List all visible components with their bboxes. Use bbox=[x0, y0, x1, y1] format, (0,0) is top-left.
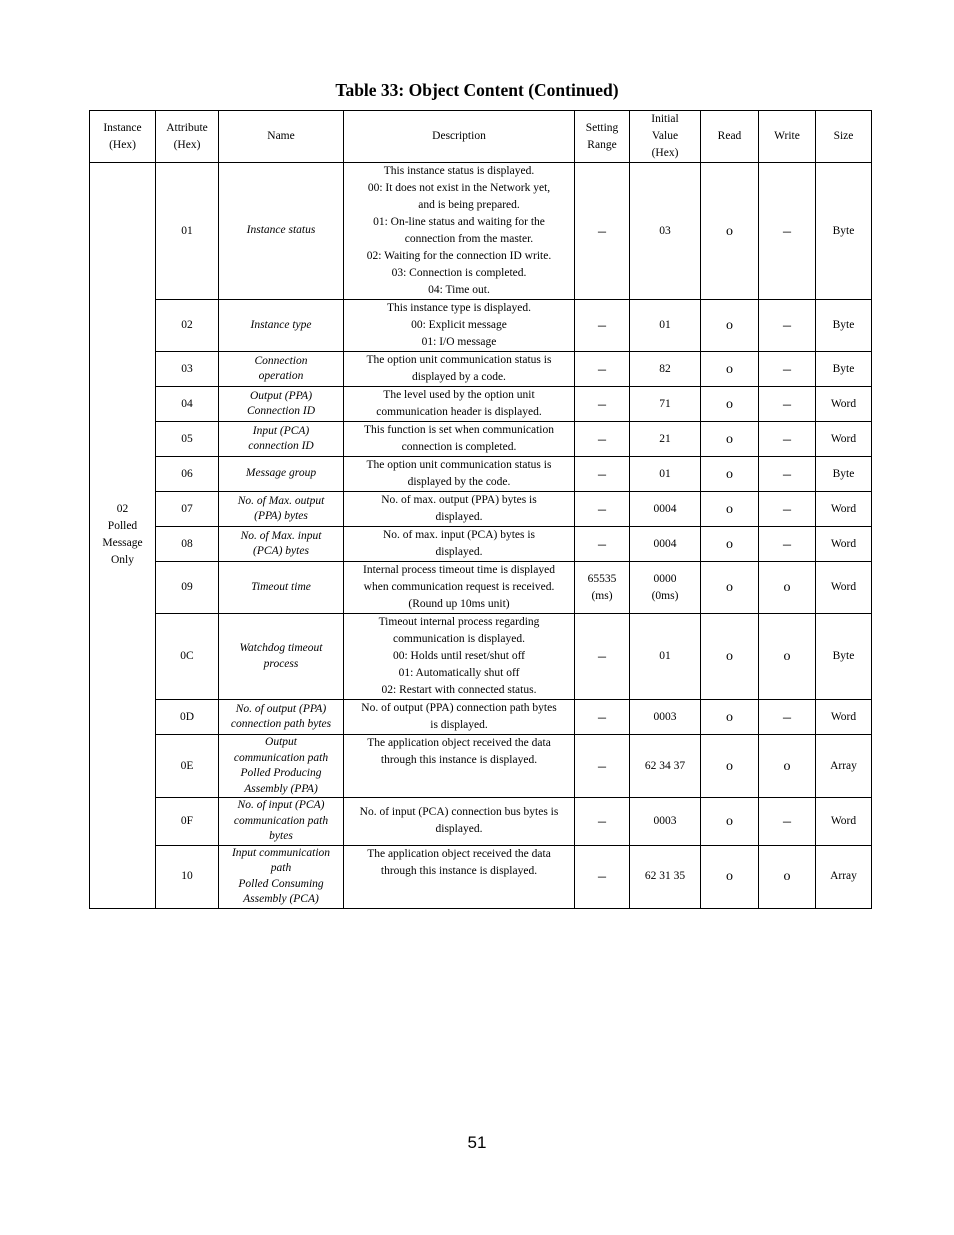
size-cell: Array bbox=[816, 845, 872, 908]
read-cell: o bbox=[701, 352, 759, 387]
description-line: displayed. bbox=[435, 511, 483, 523]
description-cell bbox=[344, 614, 575, 700]
name-line: 82 bbox=[659, 362, 671, 375]
name-line: path bbox=[270, 862, 292, 874]
size-cell: Byte bbox=[816, 300, 872, 352]
read-cell: o bbox=[701, 492, 759, 527]
description-cell bbox=[344, 735, 575, 798]
name-line: No. of input (PCA) bbox=[237, 799, 325, 811]
description-line: when communication request is received. bbox=[363, 581, 555, 593]
header-read: Read bbox=[701, 111, 759, 163]
write-cell: o bbox=[759, 562, 816, 614]
name-line: 62 34 37 bbox=[644, 759, 686, 772]
setting-range-cell bbox=[575, 700, 630, 735]
description-line: 00: Explicit message bbox=[411, 319, 507, 331]
description-line: No. of max. output (PPA) bytes is bbox=[381, 494, 537, 506]
setting-range-cell bbox=[575, 614, 630, 700]
table-row bbox=[90, 387, 872, 422]
name-cell bbox=[219, 614, 344, 700]
name-line: operation bbox=[258, 370, 304, 382]
name-line: Watchdog timeout bbox=[239, 642, 323, 654]
table-row bbox=[90, 798, 872, 846]
write-cell: – bbox=[759, 798, 816, 846]
header-attribute: Attribute (Hex) bbox=[156, 111, 219, 163]
description-cell bbox=[344, 300, 575, 352]
name-line: – bbox=[598, 812, 606, 830]
name-cell bbox=[219, 527, 344, 562]
name-line: 62 31 35 bbox=[644, 870, 686, 882]
description-cell bbox=[344, 352, 575, 387]
description-cell bbox=[344, 527, 575, 562]
description-cell bbox=[344, 163, 575, 300]
attribute-cell: 02 bbox=[156, 300, 219, 352]
name-cell bbox=[219, 300, 344, 352]
read-cell: o bbox=[701, 163, 759, 300]
size-cell: Word bbox=[816, 562, 872, 614]
initial-value-cell bbox=[630, 492, 701, 527]
description-line: No. of output (PPA) connection path bytes bbox=[361, 702, 557, 714]
attribute-cell: 0C bbox=[156, 614, 219, 700]
description-line: Internal process timeout time is displayed bbox=[363, 564, 555, 576]
write-cell: – bbox=[759, 527, 816, 562]
setting-range-cell bbox=[575, 798, 630, 846]
description-cell bbox=[344, 700, 575, 735]
name-line: 0003 bbox=[653, 710, 677, 723]
description-line: No. of max. input (PCA) bytes is bbox=[382, 529, 536, 541]
name-line: – bbox=[598, 430, 606, 448]
initial-value-cell bbox=[630, 735, 701, 798]
size-cell: Byte bbox=[816, 614, 872, 700]
header-write: Write bbox=[759, 111, 816, 163]
description-line: connection from the master. bbox=[404, 233, 534, 245]
name-line: Connection ID bbox=[246, 405, 316, 417]
attribute-cell: 10 bbox=[156, 845, 219, 908]
header-size: Size bbox=[816, 111, 872, 163]
size-cell: Word bbox=[816, 422, 872, 457]
table-row bbox=[90, 700, 872, 735]
description-line: 00: Holds until reset/shut off bbox=[392, 650, 526, 662]
read-cell: o bbox=[701, 845, 759, 908]
name-line: – bbox=[598, 500, 606, 518]
write-cell: o bbox=[759, 614, 816, 700]
table-row bbox=[90, 300, 872, 352]
initial-value-cell bbox=[630, 352, 701, 387]
size-cell: Word bbox=[816, 387, 872, 422]
write-cell: – bbox=[759, 352, 816, 387]
table-row bbox=[90, 352, 872, 387]
description-line: 02: Waiting for the connection ID write. bbox=[366, 250, 552, 262]
name-cell bbox=[219, 700, 344, 735]
attribute-cell: 07 bbox=[156, 492, 219, 527]
name-line: Polled bbox=[107, 520, 138, 533]
description-line: connection is completed. bbox=[401, 441, 517, 453]
description-line: 02: Restart with connected status. bbox=[381, 684, 537, 696]
attribute-cell: 03 bbox=[156, 352, 219, 387]
description-line: 03: Connection is completed. bbox=[391, 267, 527, 279]
name-line: 0000 bbox=[653, 572, 677, 585]
name-line: Only bbox=[111, 554, 134, 567]
table-row bbox=[90, 845, 872, 908]
setting-range-cell bbox=[575, 735, 630, 798]
name-line: Assembly (PPA) bbox=[244, 782, 318, 795]
name-line: (0ms) bbox=[651, 589, 679, 602]
name-line: 01 bbox=[659, 467, 671, 480]
name-line: 02 bbox=[116, 503, 129, 516]
description-cell bbox=[344, 845, 575, 908]
name-cell bbox=[219, 422, 344, 457]
name-line: Polled Producing bbox=[240, 767, 322, 779]
name-line: (ms) bbox=[591, 589, 613, 602]
name-line: Input (PCA) bbox=[252, 424, 310, 437]
table-row bbox=[90, 457, 872, 492]
name-line: Input communication bbox=[231, 846, 331, 859]
attribute-cell: 08 bbox=[156, 527, 219, 562]
attribute-cell: 0E bbox=[156, 735, 219, 798]
size-cell: Word bbox=[816, 700, 872, 735]
initial-value-cell bbox=[630, 527, 701, 562]
initial-value-cell bbox=[630, 300, 701, 352]
name-line: No. of Max. output bbox=[237, 494, 325, 507]
name-line: 65535 bbox=[587, 572, 617, 585]
name-line: Timeout time bbox=[251, 580, 311, 593]
description-line: displayed. bbox=[435, 823, 483, 836]
size-cell: Word bbox=[816, 798, 872, 846]
setting-range-cell bbox=[575, 352, 630, 387]
table-row bbox=[90, 562, 872, 614]
name-line: 21 bbox=[659, 432, 671, 445]
setting-range-cell bbox=[575, 387, 630, 422]
attribute-cell: 06 bbox=[156, 457, 219, 492]
description-line: The application object received the data bbox=[367, 737, 551, 749]
name-line: – bbox=[598, 222, 606, 240]
name-line: (PPA) bytes bbox=[254, 510, 308, 522]
table-row bbox=[90, 527, 872, 562]
initial-value-cell bbox=[630, 614, 701, 700]
name-cell bbox=[219, 798, 344, 846]
read-cell: o bbox=[701, 735, 759, 798]
name-line: 0003 bbox=[653, 814, 677, 827]
table-header-row bbox=[90, 111, 872, 163]
initial-value-cell bbox=[630, 562, 701, 614]
name-line: Output bbox=[265, 736, 297, 748]
description-line: 00: It does not exist in the Network yet, bbox=[367, 182, 551, 194]
attribute-cell: 09 bbox=[156, 562, 219, 614]
object-content-table bbox=[89, 110, 872, 909]
name-line: – bbox=[598, 360, 606, 378]
name-cell bbox=[219, 845, 344, 908]
name-line: Instance status bbox=[246, 224, 316, 237]
name-line: (PCA) bytes bbox=[253, 545, 309, 557]
description-cell bbox=[344, 457, 575, 492]
name-line: connection path bytes bbox=[230, 718, 332, 730]
initial-value-cell bbox=[630, 845, 701, 908]
name-cell bbox=[219, 352, 344, 387]
read-cell: o bbox=[701, 700, 759, 735]
name-line: 01 bbox=[659, 319, 671, 331]
size-cell: Word bbox=[816, 492, 872, 527]
description-line: No. of input (PCA) connection bus bytes is bbox=[359, 806, 559, 819]
name-line: No. of Max. input bbox=[240, 529, 322, 542]
name-line: 0004 bbox=[653, 502, 677, 515]
description-line: displayed by the code. bbox=[407, 476, 511, 488]
description-cell bbox=[344, 492, 575, 527]
setting-range-cell bbox=[575, 845, 630, 908]
size-cell: Byte bbox=[816, 457, 872, 492]
write-cell: – bbox=[759, 163, 816, 300]
initial-value-cell bbox=[630, 163, 701, 300]
setting-range-cell bbox=[575, 562, 630, 614]
name-line: communication path bbox=[233, 751, 329, 764]
header-setting-range: Setting Range bbox=[575, 111, 630, 163]
attribute-cell: 05 bbox=[156, 422, 219, 457]
description-line: This instance type is displayed. bbox=[386, 302, 532, 314]
initial-value-cell bbox=[630, 700, 701, 735]
name-line: process bbox=[263, 657, 299, 670]
read-cell: o bbox=[701, 798, 759, 846]
description-cell bbox=[344, 387, 575, 422]
name-line: – bbox=[598, 648, 606, 665]
write-cell: – bbox=[759, 700, 816, 735]
name-cell bbox=[219, 387, 344, 422]
description-line: displayed. bbox=[435, 546, 483, 558]
name-line: bytes bbox=[269, 830, 293, 842]
setting-range-cell bbox=[575, 300, 630, 352]
name-line: – bbox=[598, 395, 606, 413]
header-name: Name bbox=[219, 111, 344, 163]
setting-range-cell bbox=[575, 457, 630, 492]
header-initial-value: Initial Value (Hex) bbox=[630, 111, 701, 163]
instance-cell bbox=[90, 163, 156, 909]
write-cell: – bbox=[759, 422, 816, 457]
name-line: Connection bbox=[254, 354, 308, 367]
write-cell: – bbox=[759, 492, 816, 527]
attribute-cell: 0D bbox=[156, 700, 219, 735]
read-cell: o bbox=[701, 300, 759, 352]
name-line: Message group bbox=[245, 467, 317, 480]
initial-value-cell bbox=[630, 457, 701, 492]
header-instance: Instance (Hex) bbox=[90, 111, 156, 163]
name-line: 71 bbox=[659, 397, 671, 410]
description-cell bbox=[344, 422, 575, 457]
description-line: This function is set when communication bbox=[363, 424, 555, 436]
name-cell bbox=[219, 562, 344, 614]
write-cell: – bbox=[759, 300, 816, 352]
description-line: The option unit communication status is bbox=[366, 459, 552, 471]
initial-value-cell bbox=[630, 798, 701, 846]
size-cell: Array bbox=[816, 735, 872, 798]
page-number: 51 bbox=[467, 1133, 487, 1152]
description-line: through this instance is displayed. bbox=[380, 754, 538, 766]
name-line: Assembly (PCA) bbox=[243, 893, 319, 905]
description-line: 01: I/O message bbox=[421, 336, 497, 348]
description-line: 04: Time out. bbox=[428, 284, 490, 296]
setting-range-cell bbox=[575, 527, 630, 562]
name-cell bbox=[219, 163, 344, 300]
name-line: – bbox=[598, 868, 606, 885]
table-title: Table 33: Object Content (Continued) bbox=[335, 80, 619, 100]
write-cell: o bbox=[759, 735, 816, 798]
read-cell: o bbox=[701, 422, 759, 457]
name-line: Polled Consuming bbox=[238, 877, 324, 890]
size-cell: Word bbox=[816, 527, 872, 562]
name-line: 01 bbox=[659, 650, 671, 662]
description-line: (Round up 10ms unit) bbox=[408, 598, 510, 610]
setting-range-cell bbox=[575, 422, 630, 457]
read-cell: o bbox=[701, 457, 759, 492]
name-line: – bbox=[598, 465, 606, 483]
description-line: This instance status is displayed. bbox=[383, 165, 535, 177]
read-cell: o bbox=[701, 387, 759, 422]
description-cell bbox=[344, 562, 575, 614]
attribute-cell: 01 bbox=[156, 163, 219, 300]
read-cell: o bbox=[701, 614, 759, 700]
table-row bbox=[90, 735, 872, 798]
read-cell: o bbox=[701, 527, 759, 562]
description-line: The application object received the data bbox=[367, 847, 551, 860]
table-row bbox=[90, 492, 872, 527]
name-line: – bbox=[598, 535, 606, 553]
name-line: 03 bbox=[659, 224, 671, 237]
read-cell: o bbox=[701, 562, 759, 614]
name-line: communication path bbox=[233, 814, 329, 827]
table-row bbox=[90, 422, 872, 457]
description-line: communication is displayed. bbox=[393, 633, 525, 645]
name-line: connection ID bbox=[248, 440, 314, 452]
attribute-cell: 0F bbox=[156, 798, 219, 846]
name-line: – bbox=[598, 317, 606, 334]
write-cell: – bbox=[759, 457, 816, 492]
write-cell: o bbox=[759, 845, 816, 908]
setting-range-cell bbox=[575, 163, 630, 300]
setting-range-cell bbox=[575, 492, 630, 527]
table-row bbox=[90, 614, 872, 700]
initial-value-cell bbox=[630, 387, 701, 422]
name-line: Instance type bbox=[250, 318, 312, 331]
description-line: through this instance is displayed. bbox=[380, 864, 538, 877]
description-line: The option unit communication status is bbox=[366, 354, 552, 366]
description-line: and is being prepared. bbox=[418, 199, 520, 211]
table-row bbox=[90, 163, 872, 300]
description-line: communication header is displayed. bbox=[376, 406, 542, 418]
name-cell bbox=[219, 492, 344, 527]
description-line: is displayed. bbox=[430, 719, 488, 731]
description-line: 01: On-line status and waiting for the bbox=[373, 216, 545, 228]
name-line: – bbox=[598, 708, 606, 726]
size-cell: Byte bbox=[816, 163, 872, 300]
name-cell bbox=[219, 457, 344, 492]
name-line: No. of output (PPA) bbox=[235, 702, 327, 715]
table-body bbox=[90, 163, 872, 909]
description-line: Timeout internal process regarding bbox=[378, 616, 540, 628]
name-line: 0004 bbox=[653, 537, 677, 550]
description-cell bbox=[344, 798, 575, 846]
description-line: The level used by the option unit bbox=[383, 389, 535, 401]
write-cell: – bbox=[759, 387, 816, 422]
name-line: – bbox=[598, 757, 606, 775]
attribute-cell: 04 bbox=[156, 387, 219, 422]
initial-value-cell bbox=[630, 422, 701, 457]
name-line: Output (PPA) bbox=[249, 389, 313, 402]
name-cell bbox=[219, 735, 344, 798]
name-line: Message bbox=[102, 537, 143, 550]
description-line: 01: Automatically shut off bbox=[398, 667, 520, 679]
size-cell: Byte bbox=[816, 352, 872, 387]
header-description: Description bbox=[344, 111, 575, 163]
description-line: displayed by a code. bbox=[412, 371, 506, 383]
